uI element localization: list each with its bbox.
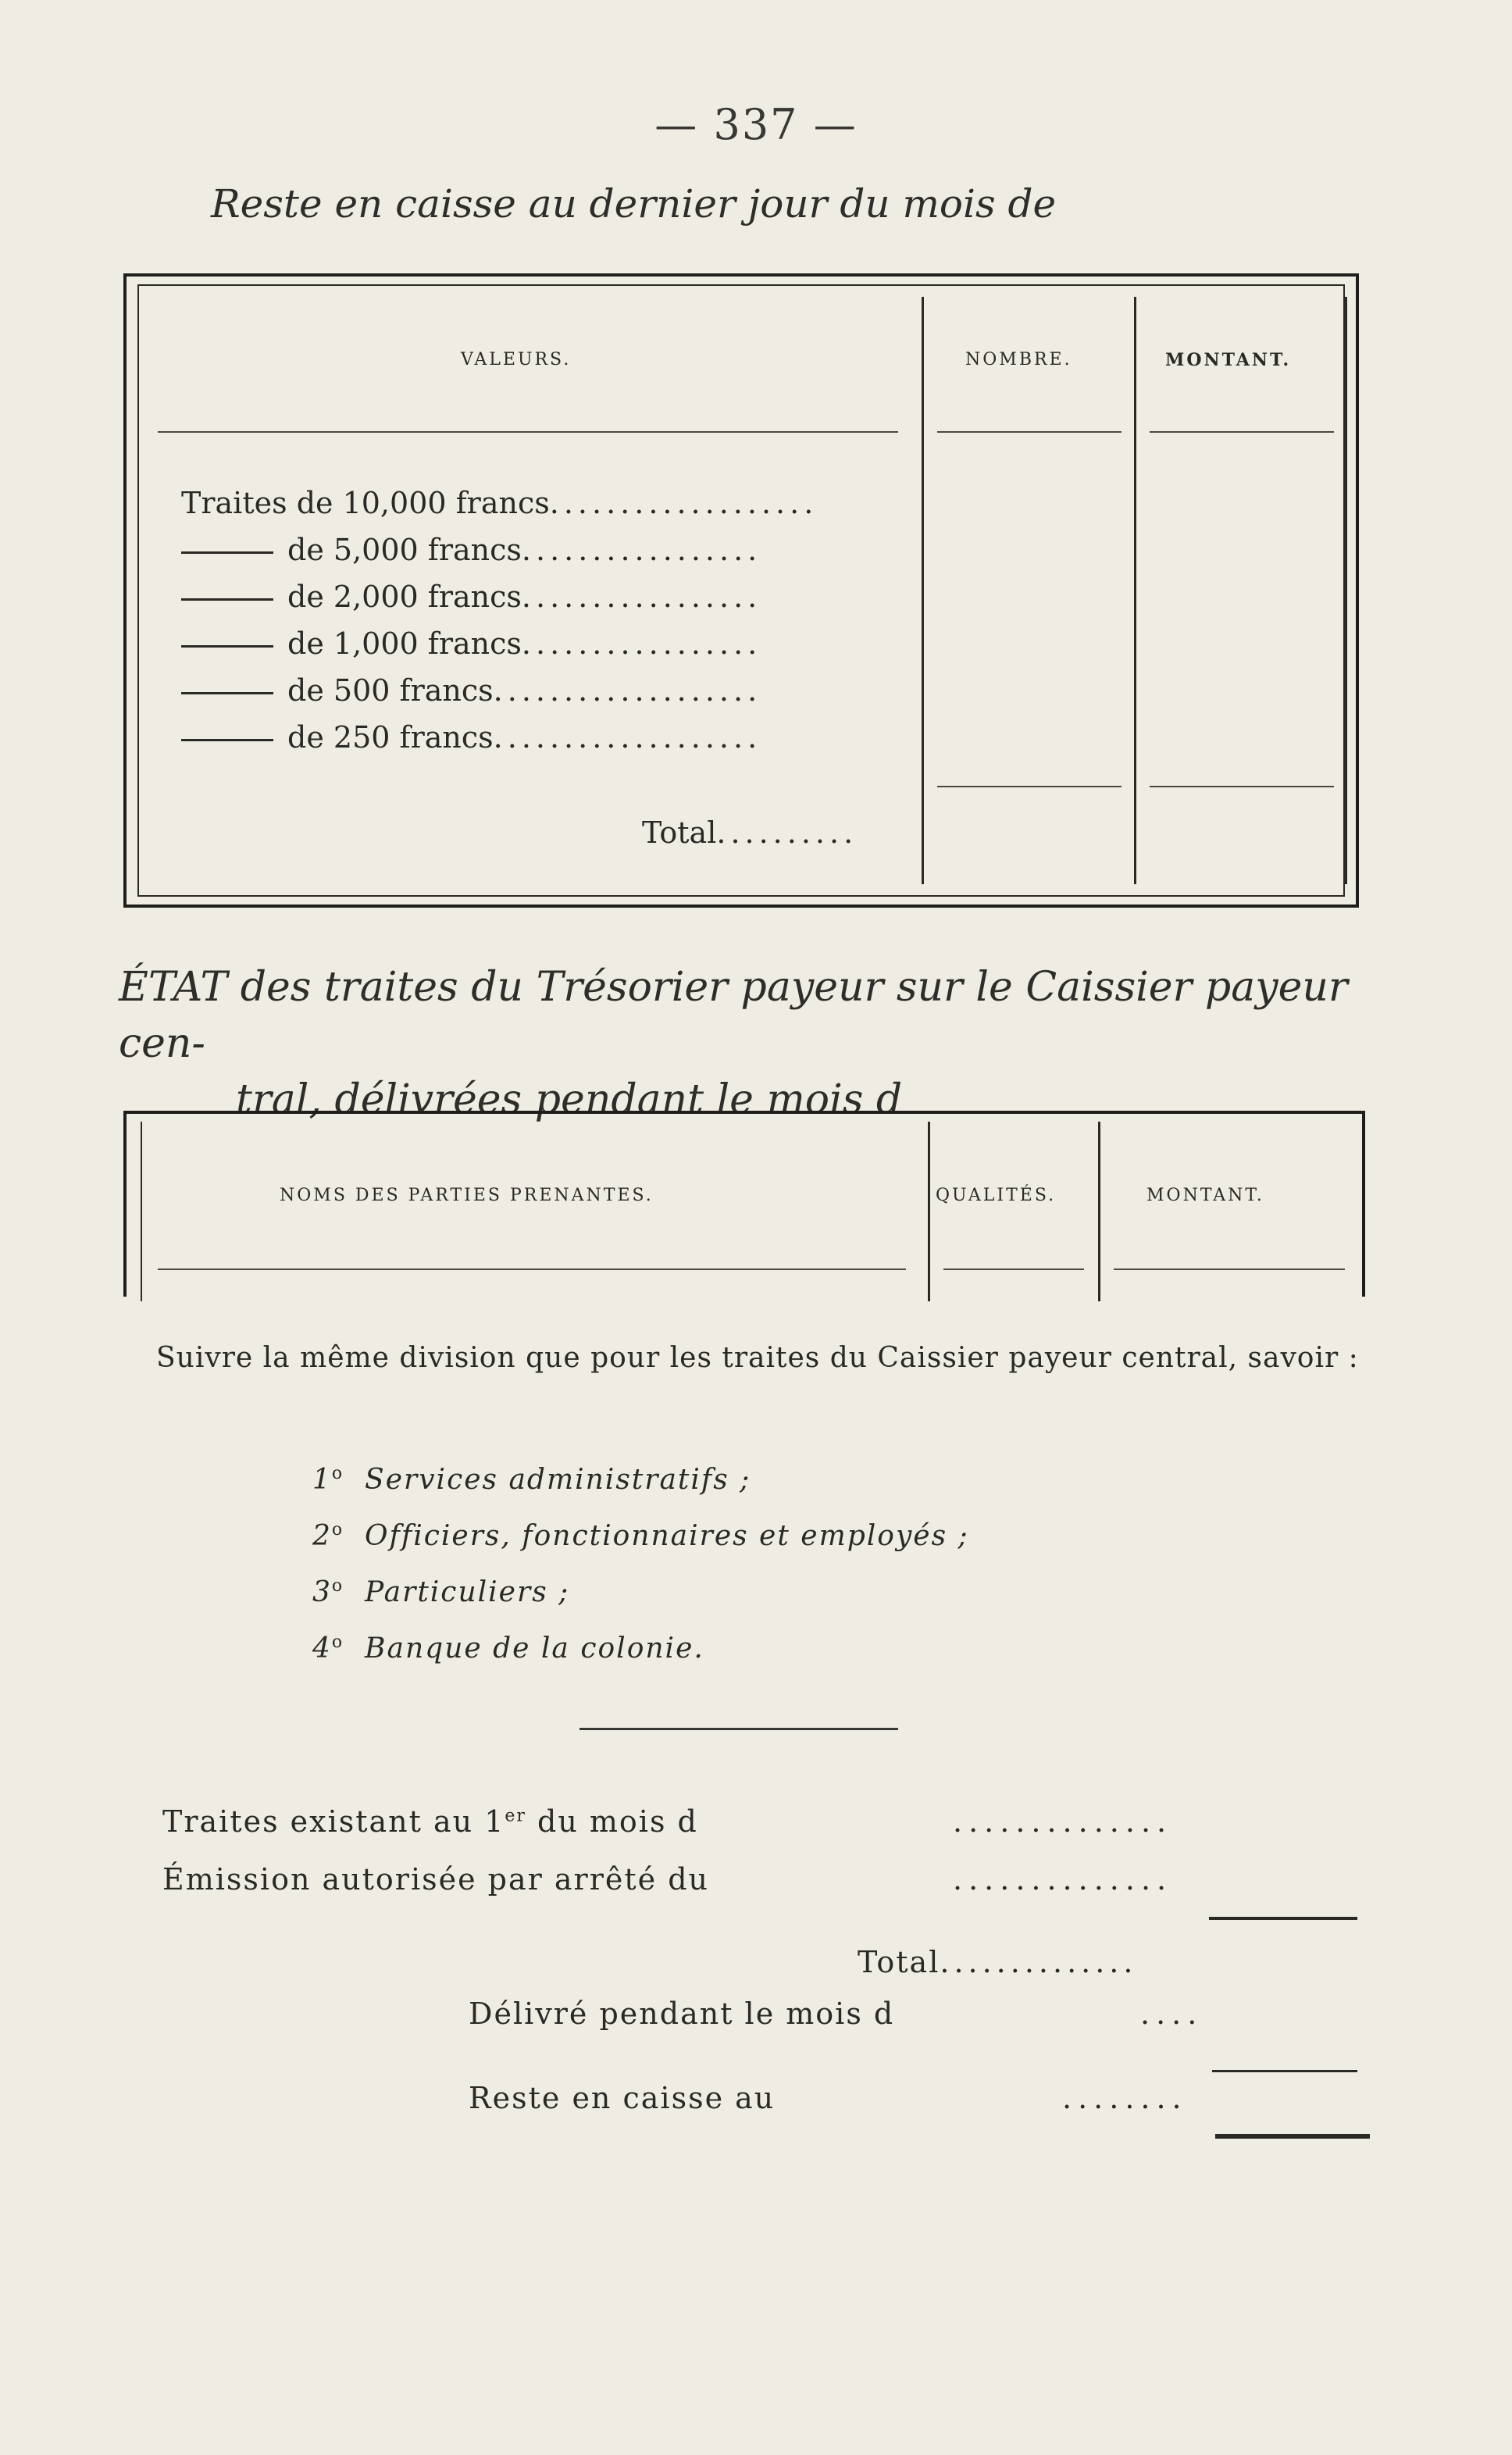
ditto-dash	[181, 692, 273, 694]
statement-line-existing: Traites existant au 1er du mois d	[162, 1804, 698, 1839]
total-label: Total..........	[642, 815, 858, 850]
statement-dots: ....	[1140, 1996, 1204, 2031]
header-montant: MONTANT.	[1146, 1186, 1264, 1205]
column-divider	[928, 1122, 930, 1301]
state-title	[119, 959, 1384, 1128]
division-paragraph: Suivre la même division que pour les traites du Caissier payeur central, savoir :	[156, 1342, 1359, 1374]
statement-dots: ........	[1062, 2081, 1188, 2115]
header-noms: NOMS DES PARTIES PRENANTES.	[280, 1186, 654, 1205]
page-number: — 337 —	[654, 100, 858, 149]
section-divider	[579, 1728, 898, 1730]
row-label: de 5,000 francs.................	[181, 533, 761, 567]
row-label: de 250 francs...................	[181, 720, 761, 755]
statement-line-delivered: Délivré pendant le mois d	[469, 1996, 895, 2031]
sum-rule	[1209, 1917, 1357, 1920]
row-label: de 1,000 francs.................	[181, 626, 761, 661]
header-nombre: NOMBRE.	[965, 350, 1072, 369]
header-qualites: QUALITÉS.	[936, 1186, 1057, 1205]
column-divider	[1134, 297, 1136, 884]
list-item: 1$^o$ Services administratifs ;	[312, 1464, 751, 1496]
row-label: de 2,000 francs.................	[181, 580, 761, 614]
list-item: 3$^o$ Particuliers ;	[312, 1576, 570, 1608]
header-rule	[158, 1269, 906, 1270]
final-rule	[1215, 2134, 1370, 2139]
ditto-dash	[181, 739, 273, 741]
sum-rule	[1212, 2070, 1357, 2072]
row-label: Traites de 10,000 francs...................	[181, 486, 818, 520]
statement-dots: ..............	[953, 1804, 1173, 1839]
header-rule	[937, 431, 1122, 433]
drafts-table	[123, 1111, 1365, 1297]
ditto-dash	[181, 551, 273, 554]
header-rule	[1114, 1269, 1345, 1270]
header-rule	[158, 431, 898, 433]
column-divider	[1345, 297, 1347, 884]
ditto-dash	[181, 645, 273, 648]
header-rule	[1150, 431, 1334, 433]
header-rule	[943, 1269, 1084, 1270]
column-divider	[922, 297, 924, 884]
header-montant: MONTANT.	[1165, 350, 1292, 370]
ditto-dash	[181, 598, 273, 601]
cash-table	[123, 273, 1359, 908]
state-title-line2: tral, délivrées pendant le mois d	[236, 1076, 903, 1123]
total-rule	[1150, 786, 1334, 787]
list-item: 2$^o$ Officiers, fonctionnaires et employés ;	[312, 1520, 969, 1552]
state-title-line1: ÉTAT des traites du Trésorier payeur sur le Caissier payeur cen-	[119, 964, 1348, 1067]
row-label: de 500 francs...................	[181, 673, 761, 708]
column-divider	[141, 1122, 142, 1301]
header-valeurs: VALEURS.	[461, 350, 572, 369]
statement-line-emission: Émission autorisée par arrêté du	[162, 1862, 709, 1897]
statement-dots: ..............	[953, 1862, 1173, 1897]
total-rule	[937, 786, 1122, 787]
column-divider	[1098, 1122, 1100, 1301]
statement-total: Total..............	[858, 1945, 1138, 1979]
statement-line-remaining: Reste en caisse au	[469, 2081, 776, 2115]
list-item: 4$^o$ Banque de la colonie.	[312, 1633, 704, 1665]
section-title: Reste en caisse au dernier jour du mois de	[211, 181, 1057, 227]
